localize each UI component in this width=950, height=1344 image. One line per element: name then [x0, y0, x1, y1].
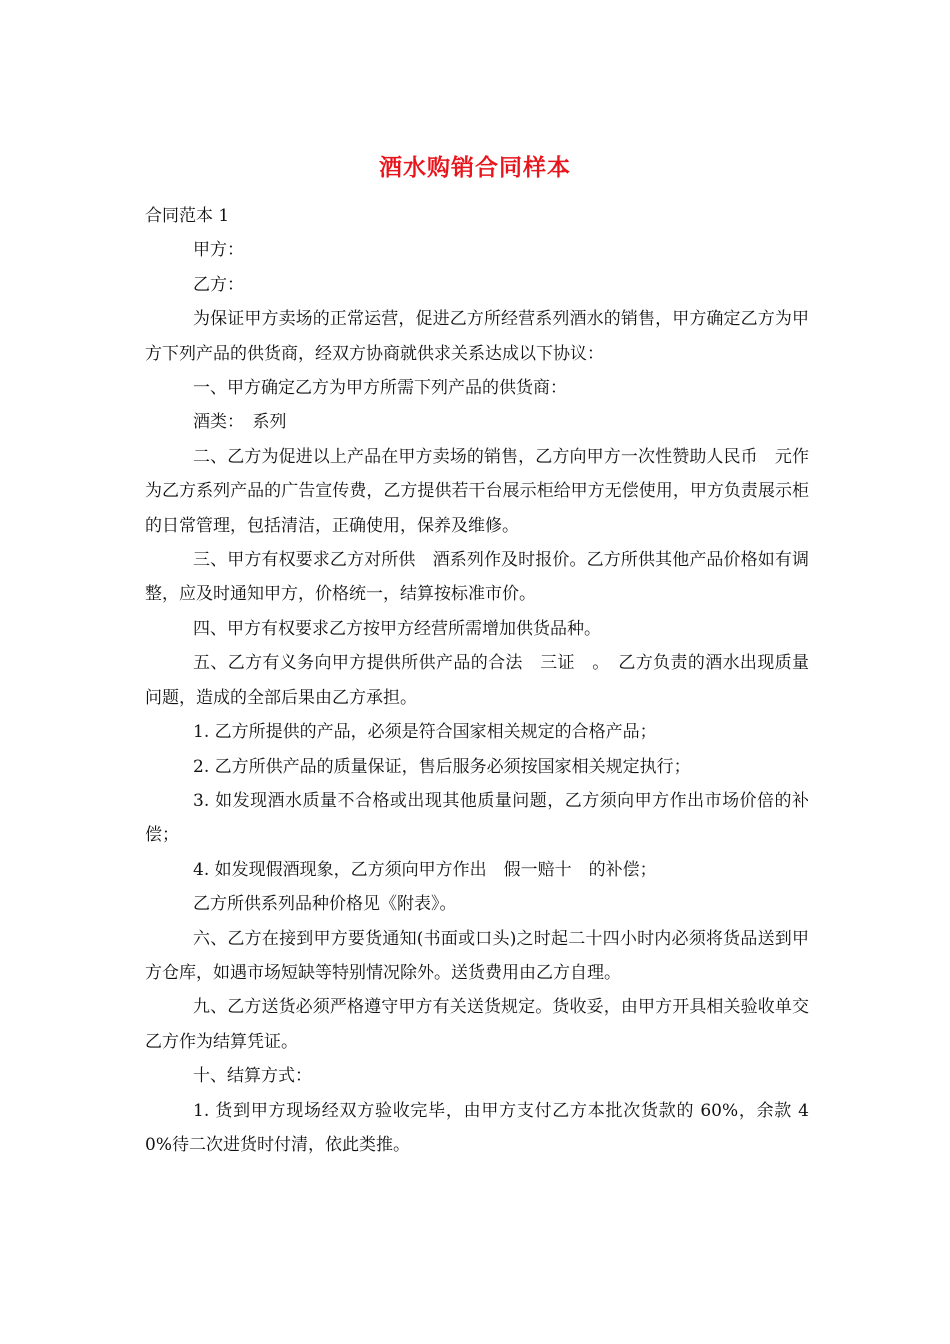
preamble-paragraph: 为保证甲方卖场的正常运营，促进乙方所经营系列酒水的销售，甲方确定乙方为甲方下列产品的供货商，经双方协商就供求关系达成以下协议：	[145, 309, 809, 364]
clause-2: 二、乙方为促进以上产品在甲方卖场的销售，乙方向甲方一次性赞助人民币 元作为乙方系列产品的广告宣传费，乙方提供若干台展示柜给甲方无偿使用，甲方负责展示柜的日常管理，包括清洁，正确使用，保养及维修。	[145, 446, 809, 536]
clause-5-item-1: 1. 乙方所提供的产品，必须是符合国家相关规定的合格产品；	[193, 722, 657, 743]
document-body	[145, 199, 809, 1162]
party-b-line: 乙方：	[193, 274, 244, 295]
clause-5-item-2: 2. 乙方所供产品的质量保证，售后服务必须按国家相关规定执行；	[193, 756, 691, 777]
party-a-line: 甲方：	[193, 240, 244, 261]
clause-1: 一、甲方确定乙方为甲方所需下列产品的供货商：	[193, 378, 567, 399]
contract-template-label: 合同范本 1	[145, 206, 230, 226]
document-title: 酒水购销合同样本	[379, 154, 571, 181]
clause-4: 四、甲方有权要求乙方按甲方经营所需增加供货品种。	[193, 618, 601, 639]
clause-9: 九、乙方送货必须严格遵守甲方有关送货规定。货收妥，由甲方开具相关验收单交乙方作为结算凭证。	[145, 997, 809, 1052]
clause-5-item-4: 4. 如发现假酒现象，乙方须向甲方作出 假一赔十 的补偿；	[193, 859, 657, 880]
clause-5: 五、乙方有义务向甲方提供所供产品的合法 三证 。 乙方负责的酒水出现质量问题，造成的全部后果由乙方承担。	[145, 653, 809, 708]
clause-6: 六、乙方在接到甲方要货通知(书面或口头)之时起二十四小时内必须将货品送到甲方仓库，如遇市场短缺等特别情况除外。送货费用由乙方自理。	[145, 928, 809, 983]
clause-3: 三、甲方有权要求乙方对所供 酒系列作及时报价。乙方所供其他产品价格如有调整，应及时通知甲方，价格统一，结算按标准市价。	[145, 550, 809, 605]
price-appendix-line: 乙方所供系列品种价格见《附表》。	[193, 894, 457, 915]
liquor-series-line: 酒类： 系列	[193, 412, 287, 433]
clause-10: 十、结算方式：	[193, 1066, 312, 1087]
clause-5-item-3: 3. 如发现酒水质量不合格或出现其他质量问题，乙方须向甲方作出市场价倍的补偿；	[145, 790, 809, 846]
clause-10-item-1: 1. 货到甲方现场经双方验收完毕，由甲方支付乙方本批次货款的 60%，余款 40%待二次进货时付清，依此类推。	[145, 1100, 809, 1155]
